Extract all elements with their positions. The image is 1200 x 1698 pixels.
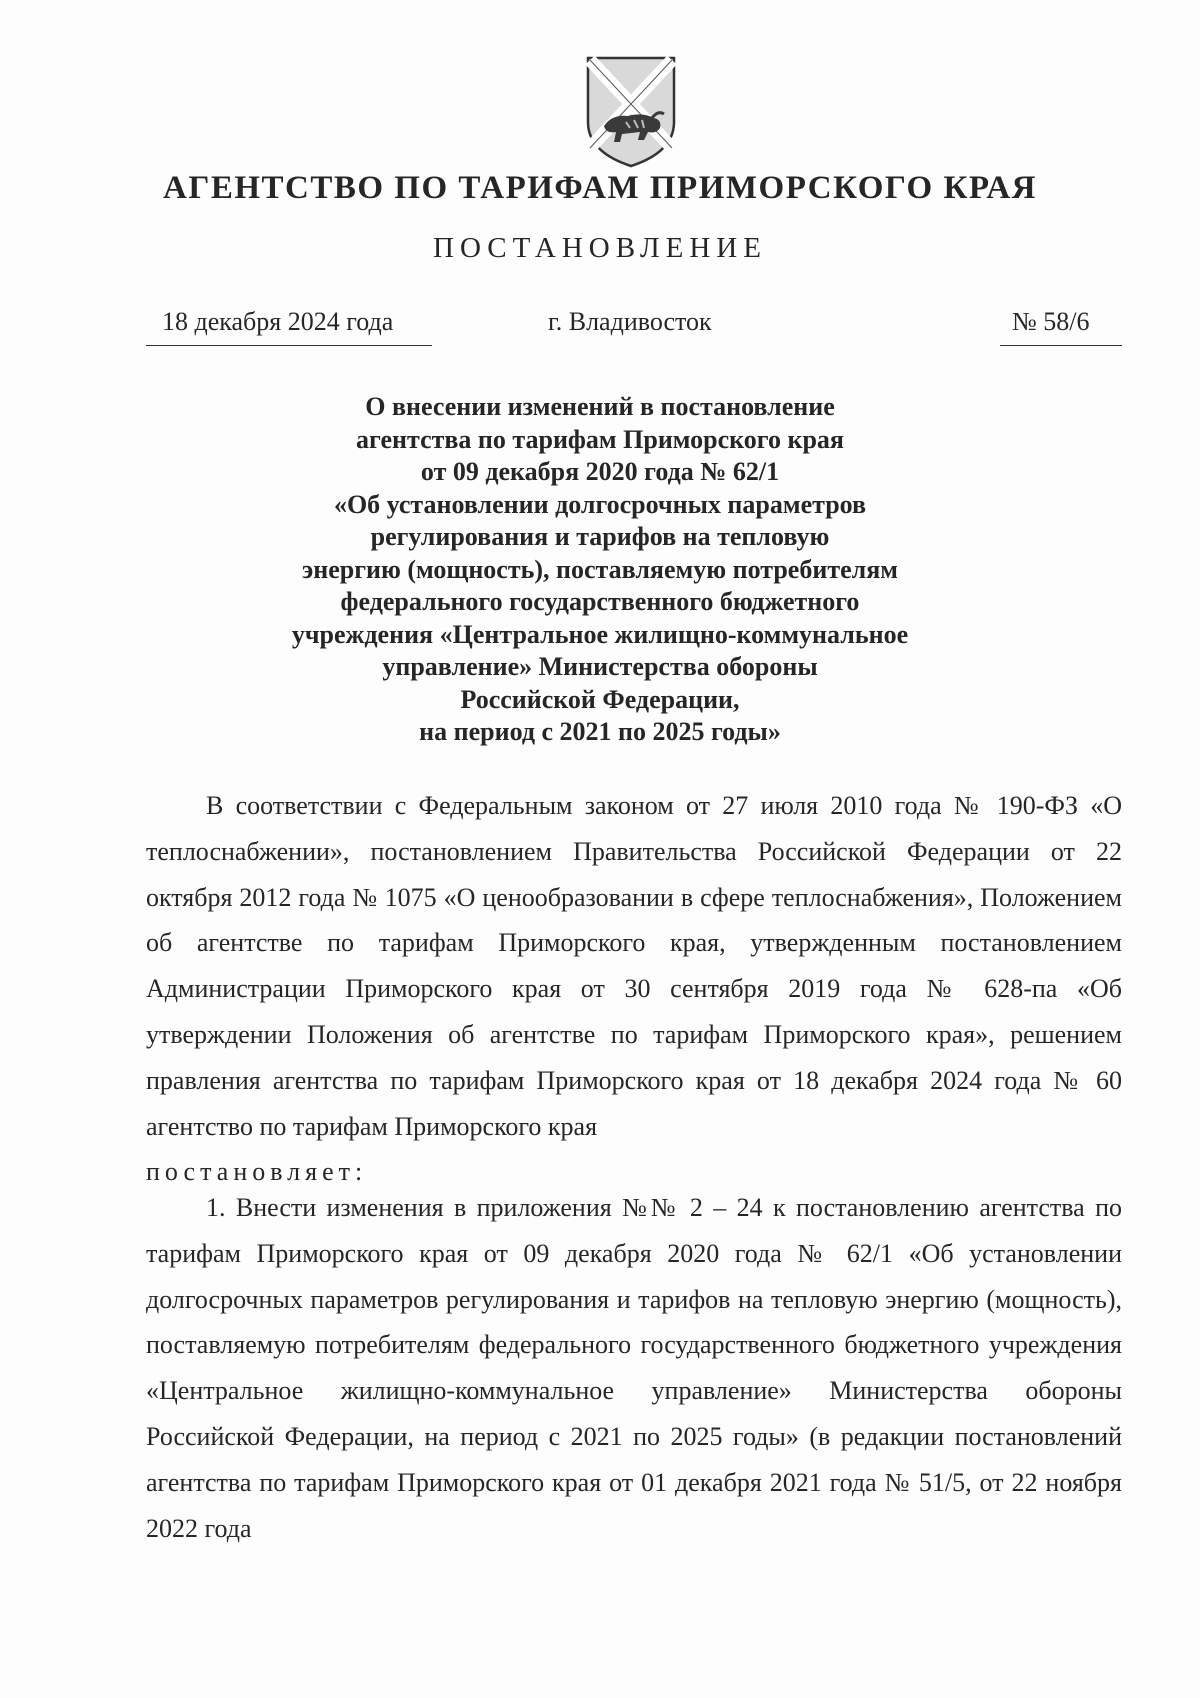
- date-underline: [146, 345, 432, 346]
- document-type: ПОСТАНОВЛЕНИЕ: [433, 232, 767, 264]
- agency-name: АГЕНТСТВО ПО ТАРИФАМ ПРИМОРСКОГО КРАЯ: [163, 170, 1037, 206]
- title-line: регулирования и тарифов на тепловую: [370, 522, 830, 551]
- preamble: [146, 783, 1122, 1195]
- resolves-word: постановляет:: [146, 1157, 368, 1187]
- preamble-paragraph: В соответствии с Федеральным законом от 27 июля 2010 года № 190-ФЗ «О теплоснабжении», постановлением Правительства Российской Федерации от 22 октября 2012 года № 1075 «О ценообразовании в сфере теплоснабжения», Положением об агентстве по тарифам Приморского края, утвержденным постановлением Администрации Приморского края от 30 сентября 2019 года № 628-па «Об утверждении Положения об агентстве по тарифам Приморского края», решением правления агентства по тарифам Приморского края от 18 декабря 2024 года № 60 агентство по тарифам Приморского края: [146, 791, 1122, 1141]
- title-line: на период с 2021 по 2025 годы»: [419, 717, 781, 746]
- document-date: 18 декабря 2024 года: [162, 307, 394, 336]
- title-line: «Об установлении долгосрочных параметров: [333, 489, 867, 519]
- title-line: О внесении изменений в постановление: [365, 392, 835, 421]
- title-line: Российской Федерации,: [460, 684, 740, 714]
- title-line: от 09 декабря 2020 года № 62/1: [420, 457, 780, 486]
- document-city: г. Владивосток: [548, 307, 712, 336]
- title-line: управление» Министерства обороны: [382, 652, 818, 681]
- number-underline: [1000, 345, 1122, 346]
- coat-of-arms-icon: [582, 52, 680, 170]
- title-line: агентства по тарифам Приморского края: [356, 424, 844, 454]
- title-line: федерального государственного бюджетного: [340, 587, 860, 616]
- title-line: учреждения «Центральное жилищно-коммунальное: [291, 619, 909, 649]
- document-title: [190, 391, 1010, 749]
- title-line: энергию (мощность), поставляемую потребителям: [301, 554, 898, 584]
- clause-1: [146, 1185, 1122, 1551]
- document-number: № 58/6: [1012, 307, 1090, 336]
- clause-1-paragraph: 1. Внести изменения в приложения №№ 2 – 24 к постановлению агентства по тарифам Приморского края от 09 декабря 2020 года № 62/1 «Об установлении долгосрочных параметров регулирования и тарифов на тепловую энергию (мощность), поставляемую потребителям федерального государственного бюджетного учреждения «Центральное жилищно-коммунальное управление» Министерства обороны Российской Федерации, на период с 2021 по 2025 годы» (в редакции постановлений агентства по тарифам Приморского края от 01 декабря 2021 года № 51/5, от 22 ноября 2022 года: [146, 1193, 1122, 1543]
